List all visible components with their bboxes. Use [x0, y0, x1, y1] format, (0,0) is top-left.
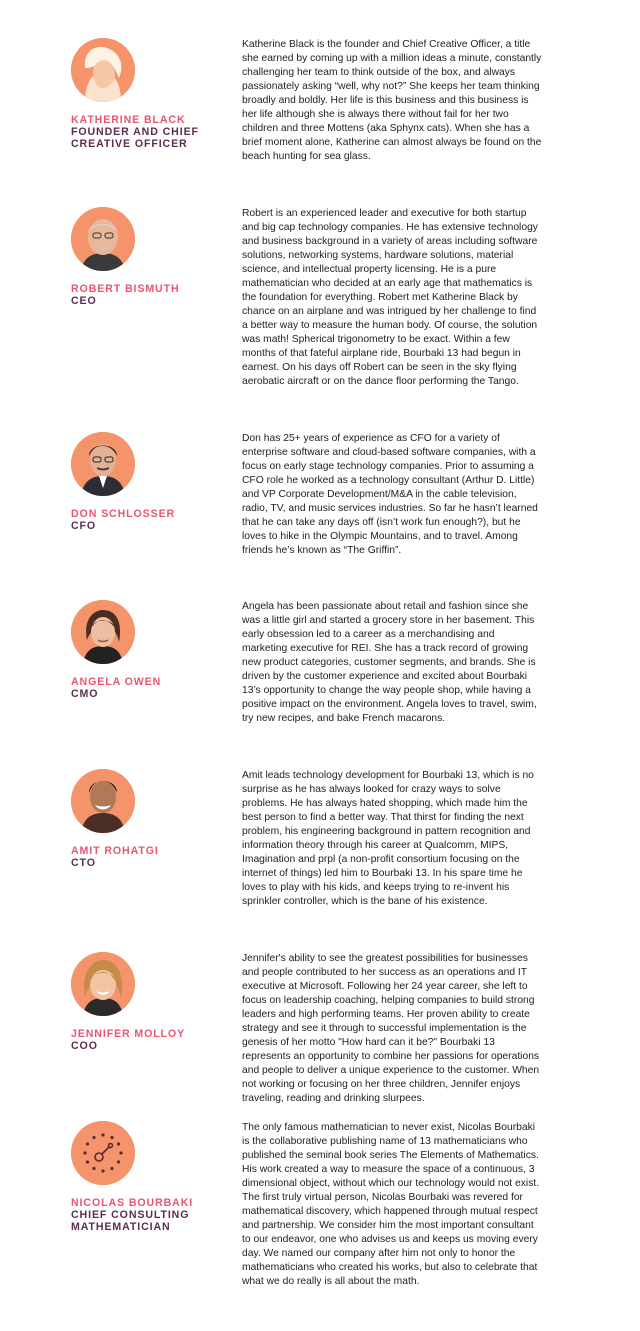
member-role: COO — [71, 1040, 98, 1052]
jennifer-molloy-photo — [71, 952, 135, 1016]
member-bio: Don has 25+ years of experience as CFO for a variety of enterprise software and cloud-based software companies, with a focus on early stage technology companies. Prior to assuming a CFO role he worked as a technology consultant (Arthur D. Little) and VP Corporate Development/M&A in the cable television, radio, TV, and music services industries. So far he hasn’t learned that he can take any days off (isn’t work fun enough?), but he loves to hike in the Olympic Mountains, and to travel. Among friends he’s known as “The Griffin”. — [242, 433, 538, 556]
member-bio: Angela has been passionate about retail and fashion since she was a little girl and started a grocery store in her basement. This early obsession led to a career as a merchandising and marketing executive for REI. She has a track record of growing new product categories, customer segments, and brands. She is driven by the customer experience and excited about Bourbaki 13’s opportunity to change the way people shop, while having a positive impact on the environment. Angela loves to travel, swim, try new recipes, and bake French macarons. — [242, 601, 537, 724]
member-name: AMIT ROHATGI — [71, 845, 159, 857]
amit-rohatgi-photo — [71, 769, 135, 833]
angela-owen-photo — [71, 600, 135, 664]
member-role: CEO — [71, 295, 97, 307]
member-bio: The only famous mathematician to never exist, Nicolas Bourbaki is the collaborative publishing name of 13 mathematicians who published the seminal book series The Elements of Mathematics. His work created a way to measure the space of a continuous, 3 dimensional object, without which our technology would not exist. The first truly virtual person, Nicolas Bourbaki was revered for mathematical discovery, which happened through mutual respect and partnership. We consider him the most important consultant to our endeavor, one who advises us and keeps us moving every day. We named our company after him not only to honor the mathematicians who created his works, but also to celebrate that what we do really is all about the math. — [242, 1122, 540, 1287]
robert-bismuth-photo — [71, 207, 135, 271]
don-schlosser-photo — [71, 432, 135, 496]
member-role: CTO — [71, 857, 96, 869]
member-role: CMO — [71, 688, 99, 700]
member-name: ROBERT BISMUTH — [71, 283, 180, 295]
bourbaki-logo-icon — [71, 1121, 135, 1185]
member-name: NICOLAS BOURBAKI — [71, 1197, 194, 1209]
member-bio: Robert is an experienced leader and executive for both startup and big cap technology companies. He has extensive technology and business background in a variety of areas including software solutions, networking systems, hardware solutions, material science, and intellectual property licensing. He is a pure mathematician who decided at an early age that mathematics is the foundation for everything. Robert met Katherine Black by chance on an airplane and was intrigued by her challenge to find a better way to measure the human body. Of course, the solution was math! Spherical trigonometry to be exact. Within a few months of that fateful airplane ride, Bourbaki 13 had begun in earnest. On his days off Robert can be seen in the sky flying aerobatic aircraft or on the dance floor performing the Tango. — [242, 208, 538, 387]
member-bio: Amit leads technology development for Bourbaki 13, which is no surprise as he has always looked for crazy ways to solve problems. He has always hated shopping, which made him the best person to find a better way. That thirst for finding the next problem, his engineering background in pattern recognition and information theory through his career at Qualcomm, MIPS, Imagination and prpl (a non-profit consortium focusing on the internet of things) led him to Bourbaki 13. In his spare time he loves to play with his kids, and keeps trying to re-invent his sprinkler controller, which is the bane of his existence. — [242, 770, 534, 907]
member-name: JENNIFER MOLLOY — [71, 1028, 186, 1040]
member-name: DON SCHLOSSER — [71, 508, 176, 520]
member-bio: Jennifer's ability to see the greatest possibilities for businesses and people contributed to her success as an operations and IT executive at Microsoft. Following her 24 year career, she left to focus on leadership coaching, helping companies to build strong leaders and high performing teams. Her proven ability to create strategy and see it through to successful implementation is the genesis of her motto "How hard can it be?" Bourbaki 13 represents an opportunity to combine her passions for operations and people to deliver a unique experience to the customer. When not working or focusing on her three children, Jennifer enjoys traveling, reading and drinking slurpees. — [242, 953, 540, 1104]
katherine-black-photo — [71, 38, 135, 102]
member-role: CFO — [71, 520, 97, 532]
member-name: ANGELA OWEN — [71, 676, 162, 688]
member-bio: Katherine Black is the founder and Chief Creative Officer, a title she earned by coming up with a million ideas a minute, constantly challenging her team to think outside of the box, and always passionately asking “well, why not?” She keeps her team thinking broadly and boldly. Her life is this business and this business is her life although she is always there without fail for her two children and three Mottens (aka Sphynx cats). When she has a brief moment alone, Katherine can almost always be found on the beach hunting for sea glass. — [242, 39, 542, 162]
member-role: FOUNDER AND CHIEF CREATIVE OFFICER — [71, 126, 199, 150]
member-name: KATHERINE BLACK — [71, 114, 186, 126]
member-role: CHIEF CONSULTING MATHEMATICIAN — [71, 1209, 190, 1233]
